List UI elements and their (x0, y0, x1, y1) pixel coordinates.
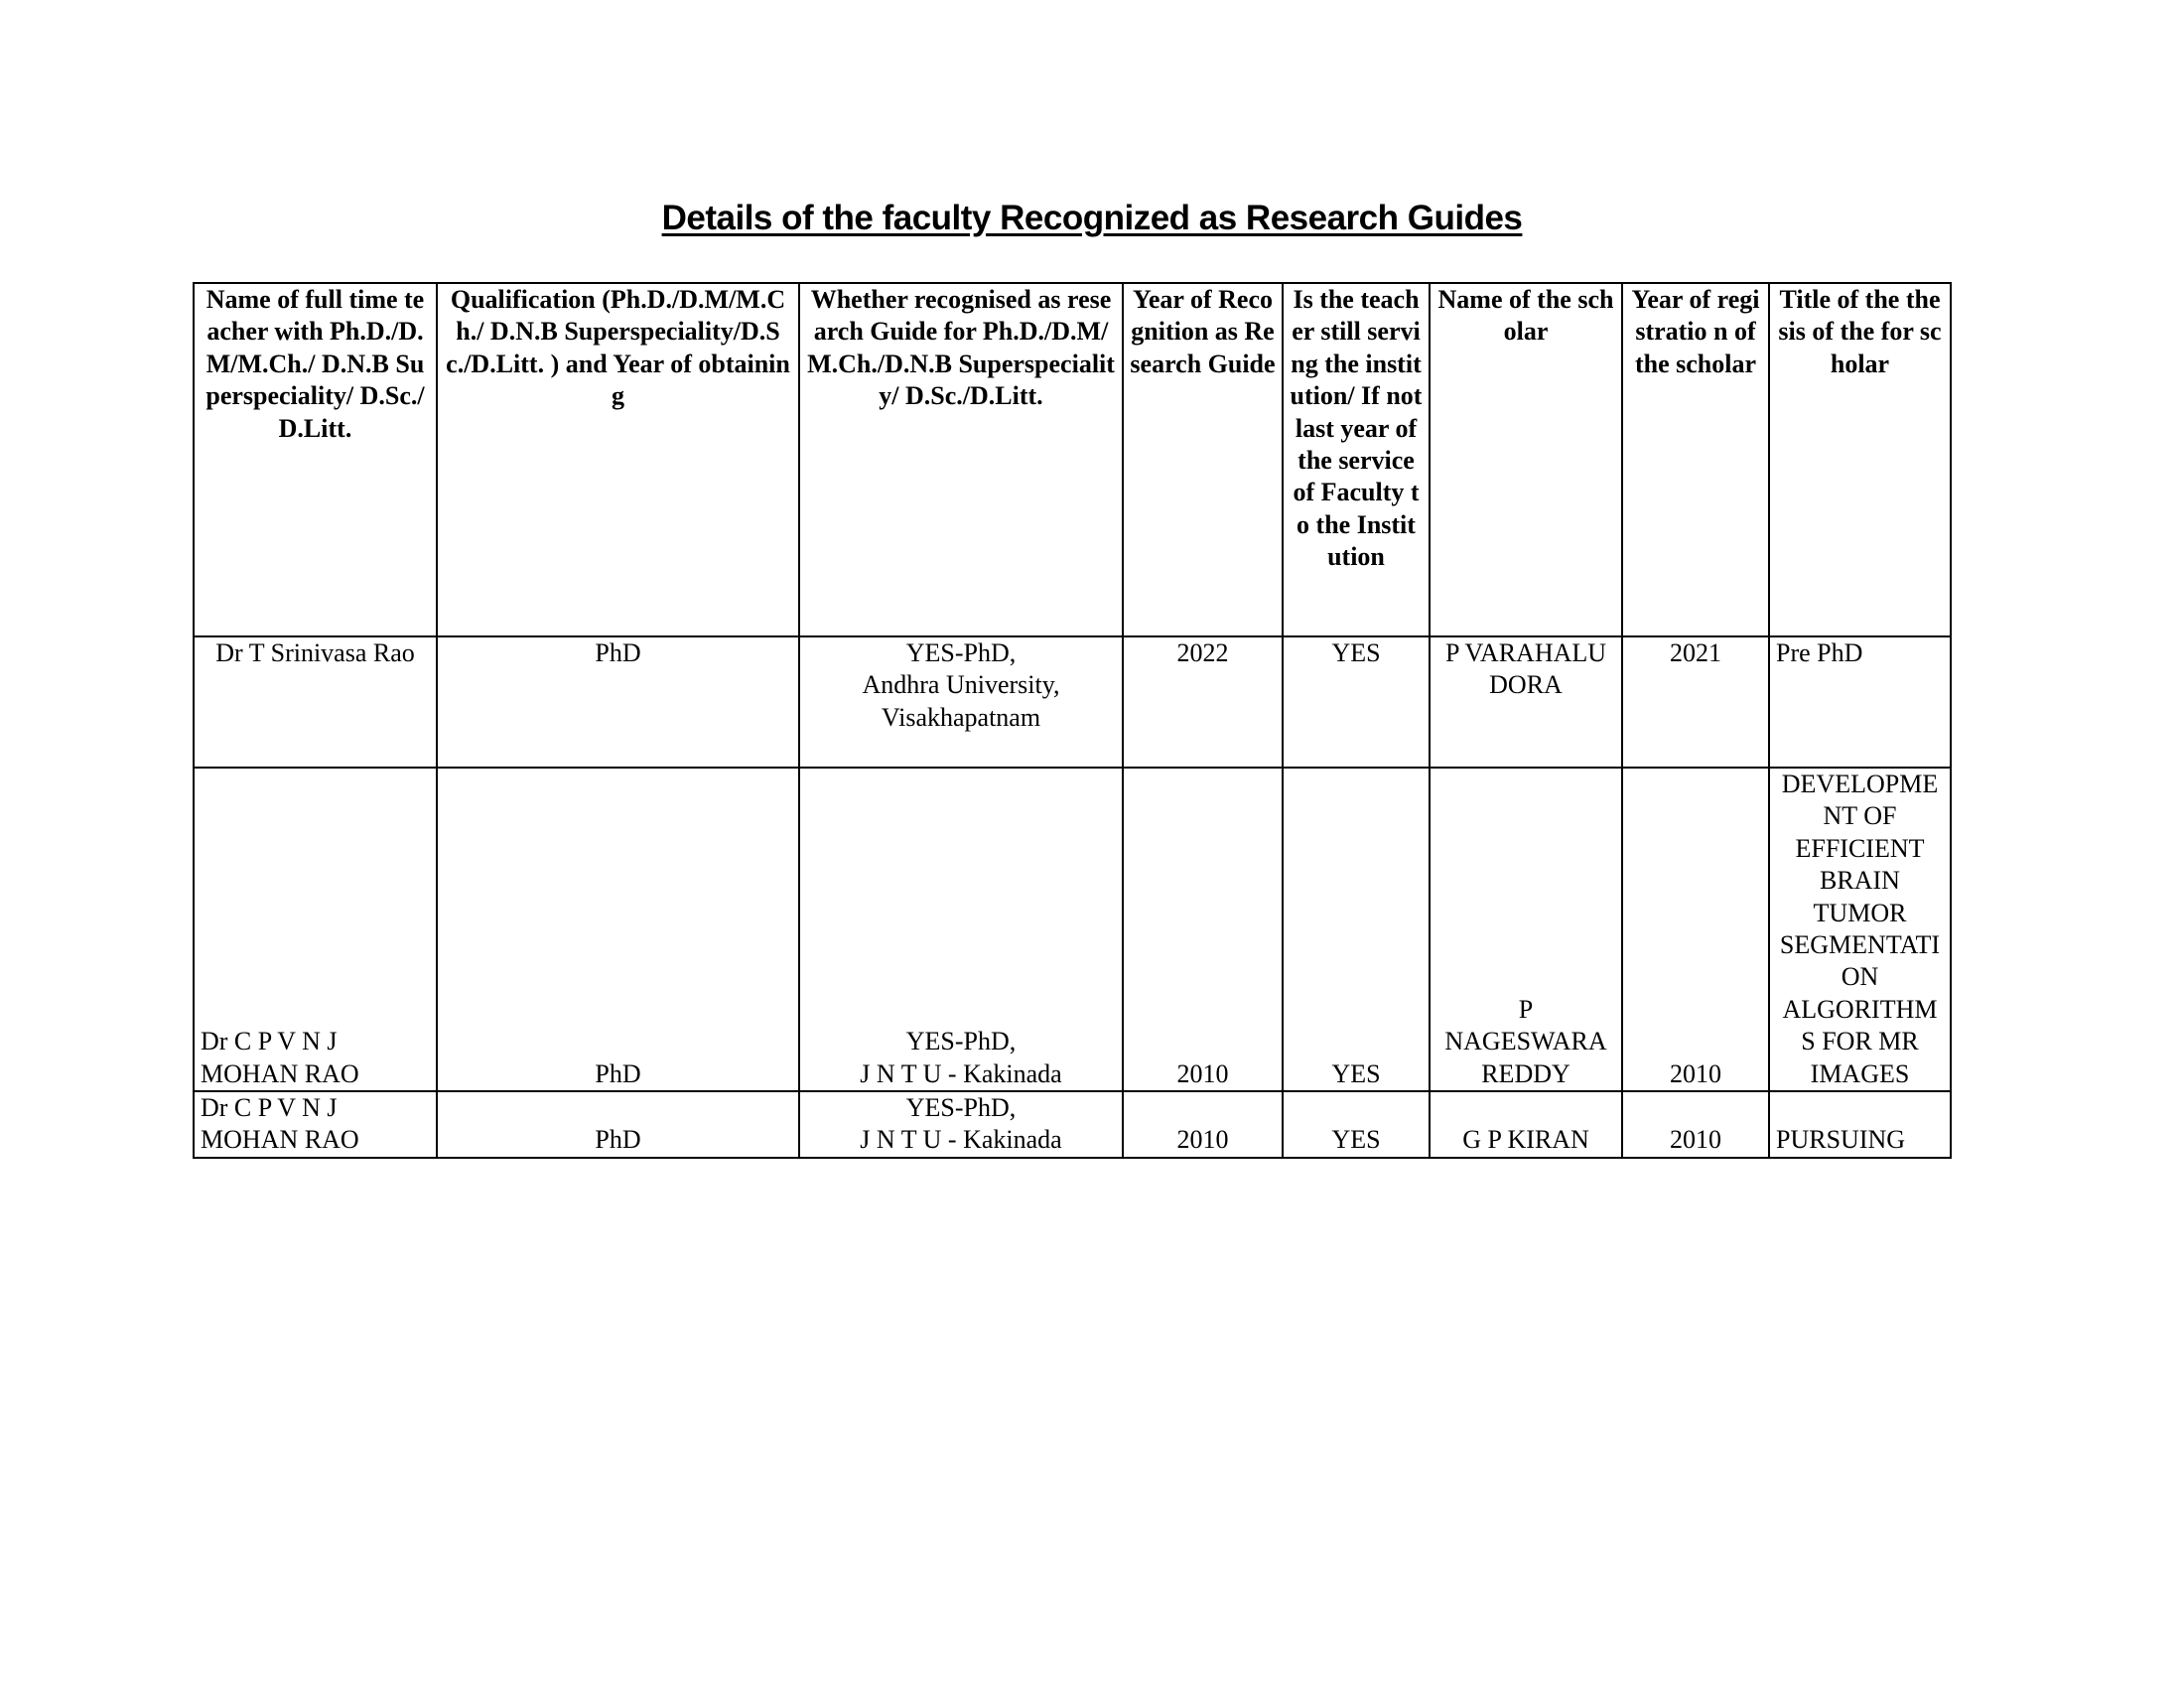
cell-recognised-guide: YES-PhD, J N T U - Kakinada (799, 1091, 1123, 1158)
table-row (194, 1091, 1951, 1158)
cell-thesis-title: PURSUING (1769, 1091, 1951, 1158)
cell-recognised-guide: YES-PhD, Andhra University, Visakhapatnam (799, 636, 1123, 768)
cell-teacher-name: Dr C P V N J MOHAN RAO (194, 1091, 437, 1158)
cell-scholar-name: G P KIRAN (1430, 1091, 1622, 1158)
cell-recognised-guide: YES-PhD, J N T U - Kakinada (799, 768, 1123, 1091)
header-still-serving: Is the teacher still serving the institution/ If not last year of the service of Faculty to the Institution (1283, 283, 1430, 636)
header-teacher-name: Name of full time teacher with Ph.D./D.M/M.Ch./ D.N.B Superspeciality/ D.Sc./D.Litt. (194, 283, 437, 636)
cell-still-serving: YES (1283, 1091, 1430, 1158)
header-thesis-title: Title of the thesis of the for scholar (1769, 283, 1951, 636)
cell-scholar-name: P VARAHALU DORA (1430, 636, 1622, 768)
cell-year-registration: 2010 (1622, 768, 1769, 1091)
header-year-recognition: Year of Recognition as Research Guide (1123, 283, 1283, 636)
header-scholar-name: Name of the scholar (1430, 283, 1622, 636)
cell-year-recognition: 2010 (1123, 768, 1283, 1091)
table-row (194, 636, 1951, 768)
cell-qualification: PhD (437, 636, 799, 768)
cell-thesis-title: Pre PhD (1769, 636, 1951, 768)
cell-still-serving: YES (1283, 768, 1430, 1091)
cell-year-registration: 2021 (1622, 636, 1769, 768)
cell-qualification: PhD (437, 1091, 799, 1158)
header-recognised-guide: Whether recognised as research Guide for Ph.D./D.M/M.Ch./D.N.B Superspeciality/ D.Sc./D.Litt. (799, 283, 1123, 636)
cell-teacher-name: Dr C P V N J MOHAN RAO (194, 768, 437, 1091)
cell-year-recognition: 2022 (1123, 636, 1283, 768)
table-header-row (194, 283, 1951, 636)
faculty-table (193, 282, 1952, 1159)
cell-qualification: PhD (437, 768, 799, 1091)
header-year-registration: Year of registratio n of the scholar (1622, 283, 1769, 636)
table-row (194, 768, 1951, 1091)
page-title: Details of the faculty Recognized as Research Guides (661, 199, 1523, 237)
cell-teacher-name: Dr T Srinivasa Rao (194, 636, 437, 768)
cell-year-registration: 2010 (1622, 1091, 1769, 1158)
cell-thesis-title: DEVELOPME NT OF EFFICIENT BRAIN TUMOR SEGMENTATI ON ALGORITHM S FOR MR IMAGES (1769, 768, 1951, 1091)
cell-still-serving: YES (1283, 636, 1430, 768)
cell-scholar-name: P NAGESWARA REDDY (1430, 768, 1622, 1091)
header-qualification: Qualification (Ph.D./D.M/M.Ch./ D.N.B Superspeciality/D.Sc./D.Litt. ) and Year of obtaining (437, 283, 799, 636)
cell-year-recognition: 2010 (1123, 1091, 1283, 1158)
